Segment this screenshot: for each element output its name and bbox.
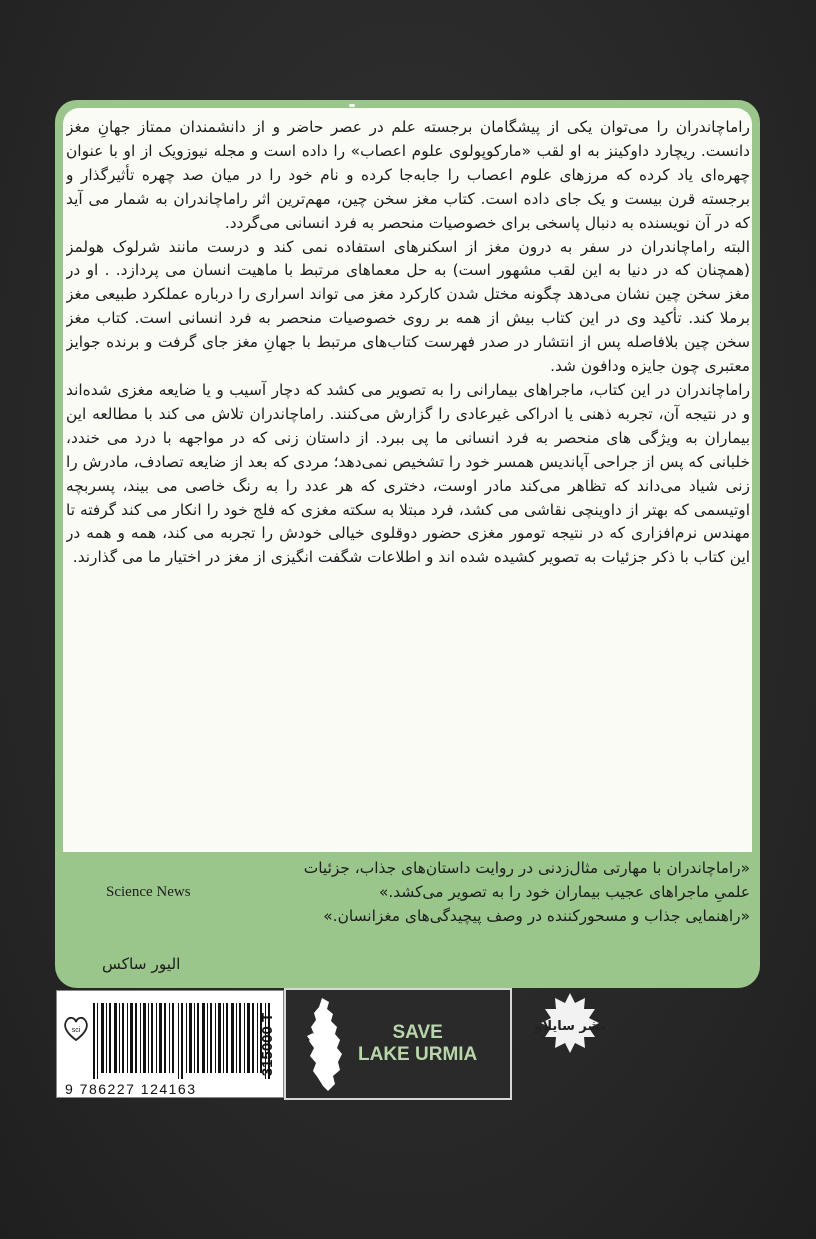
save-lake-urmia-badge <box>284 988 512 1100</box>
quote-1-source: Science News <box>106 884 191 900</box>
quote-2-line-1: «راهنمایی جذاب و مسحورکننده در وصف پیچیدگی‌های مغزانسان.» <box>323 907 750 925</box>
svg-text:نشر سایلاو: نشر سایلاو <box>534 1019 606 1034</box>
campaign-line-2: LAKE URMIA <box>358 1044 478 1065</box>
quote-1-row-2 <box>66 880 750 904</box>
price-text: 315000 T <box>259 1012 277 1076</box>
quote-1-line-2: علمیِ ماجراهای عجیب بیماران خود را به تصویر می‌کشد.» <box>378 883 750 901</box>
paragraph-1: راماچاندران را می‌توان یکی از پیشگامان برجسته علم در عصر حاضر و از دانشمندان ممتاز جهانِ مغز دانست. ریچارد داوکینز به او لقب «مارکوپولوی علوم اعصاب» را داده است و مجله نیوزویک از او با عنوان چهره‌ای یاد کرده که مرزهای علوم اعصاب را جابه‌جا کرده و نام خود را در میان صد چهره تأثیرگذار و برجسته قرن بیست و یک جای داده است. کتاب مغز سخن چین، مهم‌ترین اثر راماچاندران به شمار می آید که در آن نویسنده به دنبال پاسخی برای خصوصیات منحصر به فرد انسانی می‌گردد. <box>66 118 750 232</box>
barcode-bars <box>93 1003 281 1079</box>
paragraph-2: البته راماچاندران در سفر به درون مغز از اسکنرها‌ی استفاده نمی کند و درست مانند شرلوک هولمز (همچنان که در دنیا به این لقب مشهور است) به حل معماهای مرتبط با ماهیت انسان می پردازد. . او در مغز سخن چین نشان می‌دهد چگونه مختل شدن کارکرد مغز می تواند اسراری را درباره عملکرد طبیعی مغز برملا کند. تأکید وی در این کتاب بیش از همه بر روی خصوصیات منحصر به فرد انسانی است. کتاب مغز سخن چین بلافاصله پس از انتشار در صدر فهرست کتاب‌های مرتبط با جهانِ مغز جای گرفت و برنده جوایز معتبری چون جایزه ودافون شد. <box>66 237 750 376</box>
lake-map-icon <box>302 996 352 1094</box>
description-text <box>66 116 750 856</box>
barcode-box <box>56 990 284 1098</box>
paragraph-3: راماچاندران در این کتاب، ماجراهای بیمارانی را به تصویر می کشد که دچار آسیب و یا ضایعه مغزی شده‌اند و در نتیجه آن، تجربه ذهنی یا ادراکی غیرعادی را گزارش می‌کنند. راماچاندران تلاش می کند با مطالعه این بیماران به ویژگی های منحصر به فرد انسانی ما پی ببرد. از داستان زنی که در مواجهه با درد می خندد، خلبانی که پس از جراحی آپاندیس همسر خود را تشخیص نمی‌دهد؛ مردی که بعد از ضایعه تصادف، مادرش را زنی شیاد می‌داند که تظاهر می‌کند مادر اوست، دختری که هر عدد را به رنگ خاصی می بیند، پسربچه اوتیسمی که بهتر از داوینچی نقاشی می کشد، فرد مبتلا به سکته مغزی که فلج خود را انکار می کند گرفته تا مهندس نرم‌افزاری که در نتیجه تومور مغزی حضور دوقلوی خیالی خودش را تجربه می کند، همه و همه در این کتاب با ذکر جزئیات به تصویر کشیده شده اند و اطلاعات شگفت انگیزی از مغز در اختیار ما می گذارند. <box>66 380 750 567</box>
price-label <box>254 992 282 1096</box>
svg-text:sci: sci <box>71 1027 81 1034</box>
isbn-number: 9 786227 124163 <box>65 1081 197 1097</box>
top-mark <box>349 104 355 107</box>
review-quotes <box>66 856 750 982</box>
publisher-logo-icon <box>524 990 616 1062</box>
quote-1-line-1: «راماچاندران با مهارتی مثال‌زدنی در روایت داستان‌های جذاب، جزئیات <box>303 859 750 877</box>
campaign-line-1: SAVE <box>392 1022 443 1043</box>
campaign-text <box>358 1022 477 1066</box>
sci-logo-icon <box>61 1013 91 1043</box>
quote-2-source: الیور ساکس <box>102 955 181 973</box>
